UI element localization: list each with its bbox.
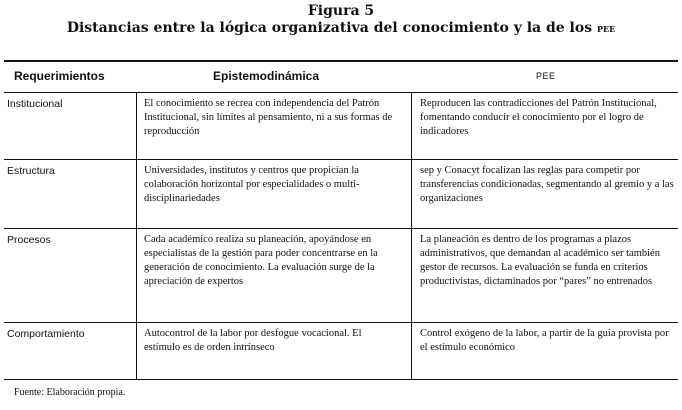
- figure-title-acronym: pee: [596, 21, 616, 35]
- row-label: Estructura: [7, 165, 55, 177]
- row-divider: [4, 322, 678, 323]
- epi-cell: Cada académico realiza su planeación, apoyándose en especialistas de la gestión para poder concentrarse en la generación de conocimiento. La evaluación surge de la apreciación de expertos: [144, 234, 378, 287]
- header-bottom-rule: [4, 92, 678, 93]
- row-label: Comportamiento: [7, 328, 85, 340]
- epi-cell: El conocimiento se recrea con independencia del Patrón Institucional, sin límites al pensamiento, ni a sus formas de reproducción: [144, 98, 393, 137]
- column-divider: [411, 92, 412, 379]
- row-label: Procesos: [7, 234, 51, 246]
- source-note: Fuente: Elaboración propia.: [14, 387, 126, 398]
- epi-cell: Universidades, institutos y centros que propician la colaboración horizontal por especialidades o multi-disciplinariedades: [144, 165, 360, 204]
- header-epistemodinamica: Epistemodinámica: [213, 69, 320, 83]
- row-label: Institucional: [7, 98, 63, 110]
- table-bottom-rule: [4, 379, 678, 380]
- pee-cell: sep y Conacyt focalizan las reglas para competir por transferencias condicionadas, segmentando al gremio y a las organizaciones: [420, 165, 674, 204]
- row-divider: [4, 159, 678, 160]
- pee-cell: Control exógeno de la labor, a partir de la guía provista por el estímulo económico: [420, 328, 669, 353]
- table-top-rule: [4, 60, 678, 62]
- header-pee: PEE: [536, 71, 556, 81]
- pee-cell: Reproducen las contradicciones del Patrón Institucional, fomentando conducir el conocimiento por el logro de indicadores: [420, 98, 657, 137]
- column-divider: [136, 92, 137, 379]
- header-requerimientos: Requerimientos: [14, 69, 105, 83]
- pee-cell: La planeación es dentro de los programas a plazos administrativos, que demandan al académico ser también gestor de recursos. La evaluación se funda en criterios productivistas, dictaminados por “pares” no entrenados: [420, 234, 660, 287]
- row-divider: [4, 228, 678, 229]
- epi-cell: Autocontrol de la labor por desfogue vocacional. El estímulo es de orden intrínseco: [144, 328, 362, 353]
- figure-title-main: Distancias entre la lógica organizativa del conocimiento y la de los: [66, 20, 597, 36]
- figure-number: Figura 5: [307, 3, 375, 19]
- figure-title: [0, 20, 682, 36]
